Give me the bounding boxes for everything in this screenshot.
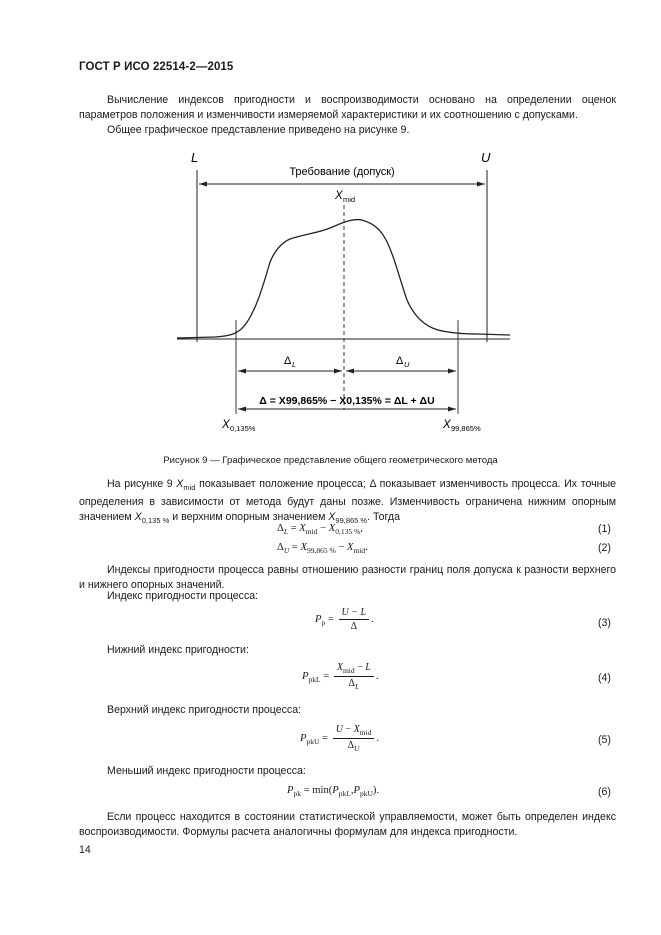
delta-u-label: Δ (396, 355, 404, 367)
x-low-sub: 0,135% (230, 424, 256, 433)
label-U: U (481, 150, 491, 165)
delta-l-label: Δ (284, 355, 292, 367)
body-paragraph-6: Нижний индекс пригодности: (107, 644, 249, 656)
label-L: L (191, 150, 199, 165)
page-number: 14 (79, 844, 91, 856)
requirement-label: Требование (допуск) (289, 166, 395, 178)
intro-paragraph-2: Общее графическое представление приведено на рисунке 9. (107, 124, 410, 136)
equation-5: $P_{pkU}$ = $\frac{U - X_{mid}}{\Delta_U}$ . (300, 724, 379, 753)
equation-5-number: (5) (598, 734, 611, 746)
xmid-label: X (335, 190, 343, 202)
equation-6: $P_{pk} = \min(P_{pkL},P_{pkU})$. (287, 785, 380, 798)
delta-formula: Δ = X99,865% − X0,135% = ΔL + ΔU (259, 395, 435, 407)
equation-3-number: (3) (598, 617, 611, 629)
body-paragraph-8: Меньший индекс пригодности процесса: (107, 765, 306, 777)
equation-4-number: (4) (598, 672, 611, 684)
x-high-sub: 99,865% (451, 424, 481, 433)
equation-2-number: (2) (598, 542, 611, 554)
body-paragraph-4: Индексы пригодности процесса равны отношению разности границ поля допуска к разности верхнего и нижнего опорных значений. (79, 564, 616, 591)
x-high-label: X (443, 419, 451, 431)
intro-paragraph-1: Вычисление индексов пригодности и воспроизводимости основано на определении оценок параметров положения и изменчивости измеряемой характеристики и их соотношению с допусками. (79, 94, 616, 121)
equation-4: $P_{pkL}$ = $\frac{X_{mid} - L}{\Delta_L}$ . (302, 662, 379, 691)
equation-1: $\Delta_L = X_{mid} - X_{0,135 \%}$, (277, 523, 363, 536)
equation-2: $\Delta_U = X_{99,865 \%} - X_{mid}$. (277, 542, 368, 555)
document-header: ГОСТ Р ИСО 22514-2—2015 (79, 61, 234, 73)
body-paragraph-7: Верхний индекс пригодности процесса: (107, 704, 302, 716)
equation-6-number: (6) (598, 786, 611, 798)
delta-l-sub: L (292, 360, 297, 369)
figure-9-diagram (0, 140, 661, 440)
figure-caption: Рисунок 9 — Графическое представление общего геометрического метода (163, 455, 498, 466)
xmid-sub: mid (343, 195, 356, 204)
delta-u-sub: U (404, 360, 410, 369)
equation-3: $P_p$ = $\frac{U - L}{\Delta}$ . (315, 607, 374, 632)
equation-1-number: (1) (598, 523, 611, 535)
body-paragraph-3: На рисунке 9 $X_{mid}$ показывает положение процесса; Δ показывает изменчивость процесса. Их точные определения в зависимости от метода будут даны позже. Изменчивость ограничена нижним опорным значением $X_{0,135 \%}$ и верхним опорным значением $X_{99,865 \%}$. Тогда (79, 478, 616, 525)
x-low-label: X (222, 419, 230, 431)
body-paragraph-5: Индекс пригодности процесса: (107, 590, 259, 602)
body-paragraph-9: Если процесс находится в состоянии статистической управляемости, может быть определен индекс воспроизводимости. Формулы расчета аналогичны формулам для индекса пригодности. (79, 811, 616, 838)
distribution-curve (177, 220, 510, 338)
